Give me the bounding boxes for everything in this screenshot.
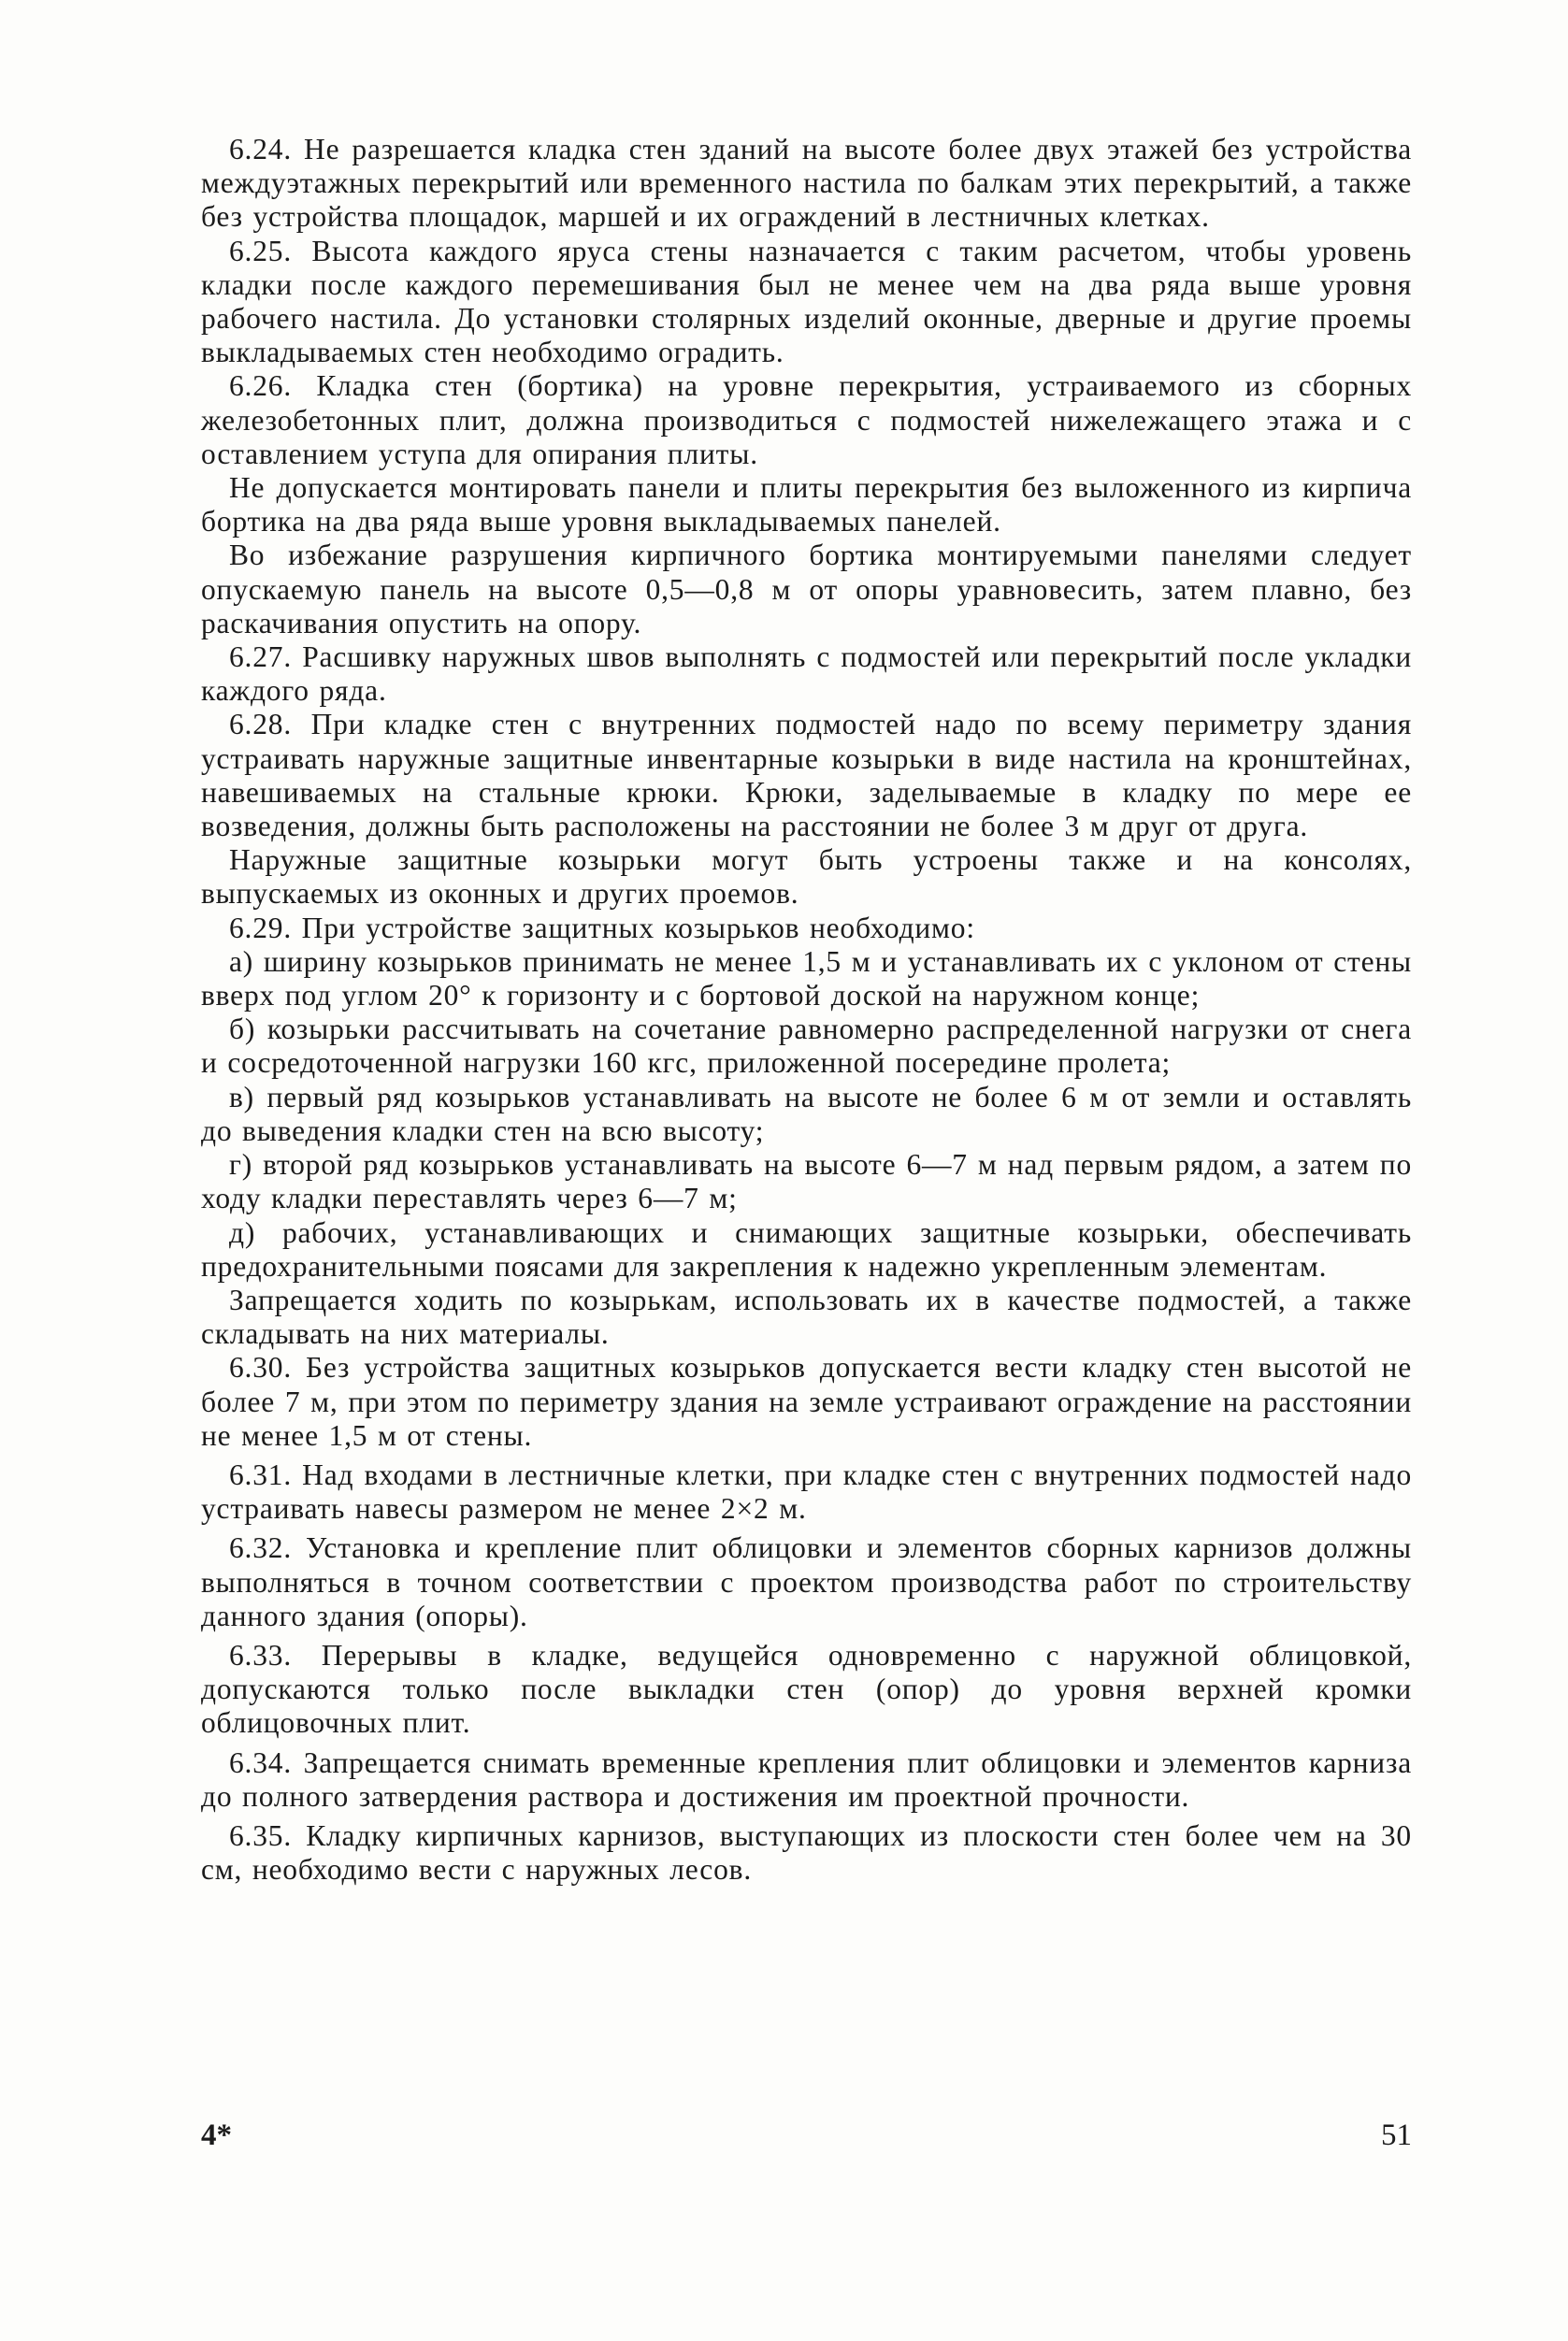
list-item-d: д) рабочих, устанавливающих и снимающих защитные козырьки, обеспечивать предохранительными поясами для закрепления к надежно укрепленным элементам. xyxy=(201,1215,1412,1283)
paragraph-6-24: 6.24. Не разрешается кладка стен зданий на высоте более двух этажей без устройства междуэтажных перекрытий или временного настила по балкам этих перекрытий, а также без устройства площадок, маршей и их ограждений в лестничных клетках. xyxy=(201,133,1412,234)
paragraph-6-34: 6.34. Запрещается снимать временные крепления плит облицовки и элементов карниза до полного затвердения раствора и достижения им проектной прочности. xyxy=(201,1745,1412,1813)
paragraph-6-26-board: Во избежание разрушения кирпичного бортика монтируемыми панелями следует опускаемую панель на высоте 0,5—0,8 м от опоры уравновесить, затем плавно, без раскачивания опустить на опору. xyxy=(201,539,1412,639)
paragraph-6-32: 6.32. Установка и крепление плит облицовки и элементов сборных карнизов должны выполняться в точном соответствии с проектом производства работ по строительству данного здания (опоры). xyxy=(201,1531,1412,1632)
paragraph-6-30: 6.30. Без устройства защитных козырьков допускается вести кладку стен высотой не более 7 м, при этом по периметру здания на земле устраивают ограждение на расстоянии не менее 1,5 м от стены. xyxy=(201,1351,1412,1452)
list-item-b: б) козырьки рассчитывать на сочетание равномерно распределенной нагрузки от снега и сосредоточенной нагрузки 160 кгс, приложенной посередине пролета; xyxy=(201,1013,1412,1080)
paragraph-6-35: 6.35. Кладку кирпичных карнизов, выступающих из плоскости стен более чем на 30 см, необходимо вести с наружных лесов. xyxy=(201,1818,1412,1887)
paragraph-6-29-prohibition: Запрещается ходить по козырькам, использовать их в качестве подмостей, а также складывать на них материалы. xyxy=(201,1283,1412,1351)
paragraph-6-29: 6.29. При устройстве защитных козырьков необходимо: xyxy=(229,911,975,944)
paragraph-6-25: 6.25. Высота каждого яруса стены назначается с таким расчетом, чтобы уровень кладки после каждого перемешивания был не менее чем на два ряда выше уровня рабочего настила. До установки столярных изделий оконные, дверные и другие проемы выкладываемых стен необходимо оградить. xyxy=(201,234,1412,369)
paragraph-6-26-panels: Не допускается монтировать панели и плиты перекрытия без выложенного из кирпича бортика на два ряда выше уровня выкладываемых панелей. xyxy=(201,471,1412,539)
paragraph-6-27: 6.27. Расшивку наружных швов выполнять с подмостей или перекрытий после укладки каждого ряда. xyxy=(201,640,1412,708)
list-item-a: а) ширину козырьков принимать не менее 1,5 м и устанавливать их с уклоном от стены вверх под углом 20° к горизонту и с бортовой доской на наружном конце; xyxy=(201,944,1412,1013)
paragraph-6-31: 6.31. Над входами в лестничные клетки, при кладке стен с внутренних подмостей надо устраивать навесы размером не менее 2×2 м. xyxy=(201,1458,1412,1526)
paragraph-6-33: 6.33. Перерывы в кладке, ведущейся одновременно с наружной облицовкой, допускаются только после выкладки стен (опор) до уровня верхней кромки облицовочных плит. xyxy=(201,1638,1412,1740)
page-number: 51 xyxy=(1381,2118,1412,2152)
list-item-v: в) первый ряд козырьков устанавливать на высоте не более 6 м от земли и оставлять до выведения кладки стен на всю высоту; xyxy=(201,1080,1412,1147)
list-item-g: г) второй ряд козырьков устанавливать на высоте 6—7 м над первым рядом, а затем по ходу кладки переставлять через 6—7 м; xyxy=(201,1148,1412,1215)
paragraph-6-28: 6.28. При кладке стен с внутренних подмостей надо по всему периметру здания устраивать наружные защитные инвентарные козырьки в виде настила на кронштейнах, навешиваемых на стальные крюки. Крюки, заделываемые в кладку по мере ее возведения, должны быть расположены на расстоянии не более 3 м друг от друга. xyxy=(201,708,1412,843)
paragraph-6-28-consoles: Наружные защитные козырьки могут быть устроены также и на консолях, выпускаемых из оконных и других проемов. xyxy=(201,843,1412,911)
signature-mark: 4* xyxy=(201,2118,232,2152)
body-text xyxy=(201,133,1412,1887)
paragraph-6-26: 6.26. Кладка стен (бортика) на уровне перекрытия, устраиваемого из сборных железобетонных плит, должна производиться с подмостей нижележащего этажа и с оставлением уступа для опирания плиты. xyxy=(201,369,1412,470)
